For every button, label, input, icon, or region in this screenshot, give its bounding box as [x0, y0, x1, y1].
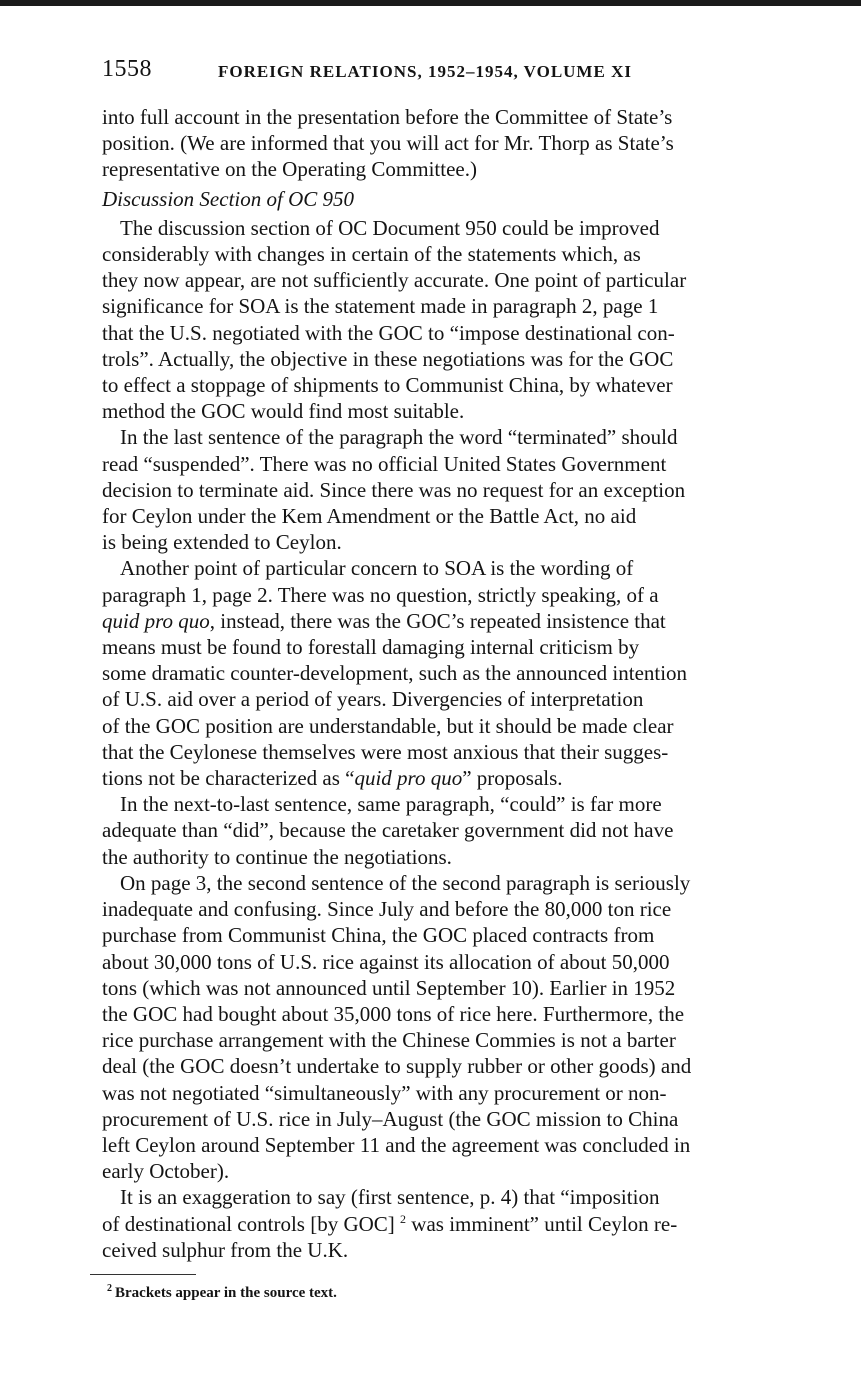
text-line: paragraph 1, page 2. There was no question, strictly speaking, of a — [102, 582, 659, 607]
text-line: position. (We are informed that you will act for Mr. Thorp as State’s — [102, 131, 674, 156]
text-line: means must be found to forestall damaging internal criticism by — [102, 635, 640, 660]
paragraph-exaggeration — [102, 1184, 783, 1263]
text-line: decision to terminate aid. Since there was no request for an exception — [102, 477, 686, 502]
text-line: In the last sentence of the paragraph the word “terminated” should — [120, 425, 678, 450]
page-header — [102, 54, 782, 94]
running-title: FOREIGN RELATIONS, 1952–1954, VOLUME XI — [218, 62, 632, 81]
text-line — [102, 1211, 783, 1237]
text-line — [102, 765, 783, 791]
footnote-marker: 2 — [107, 1283, 112, 1294]
text-line: they now appear, are not sufficiently accurate. One point of particular — [102, 268, 687, 293]
paragraph-page-3 — [102, 870, 783, 1184]
text-line: significance for SOA is the statement made in paragraph 2, page 1 — [102, 294, 659, 319]
text-line: some dramatic counter-development, such as the announced intention — [102, 661, 688, 686]
text-line: purchase from Communist China, the GOC placed contracts from — [102, 923, 655, 948]
text-line: was not negotiated “simultaneously” with any procurement or non- — [102, 1080, 667, 1105]
text-line: inadequate and confusing. Since July and before the 80,000 ton rice — [102, 897, 672, 922]
text-line: The discussion section of OC Document 950 could be improved — [120, 215, 660, 240]
paragraph-continuation — [102, 104, 783, 183]
page-number: 1558 — [102, 56, 152, 82]
footnote-reference: 2 — [400, 1211, 407, 1226]
text-line: In the next-to-last sentence, same paragraph, “could” is far more — [120, 792, 662, 817]
text-line: read “suspended”. There was no official United States Government — [102, 451, 667, 476]
italic-phrase: quid pro quo — [354, 766, 463, 791]
text-line: for Ceylon under the Kem Amendment or the Battle Act, no aid — [102, 504, 637, 529]
text-line: left Ceylon around September 11 and the agreement was concluded in — [102, 1132, 691, 1157]
paragraph-terminated — [102, 424, 783, 555]
section-heading: Discussion Section of OC 950 — [102, 186, 354, 211]
text-line: of the GOC position are understandable, but it should be made clear — [102, 713, 674, 738]
paragraph-discussion — [102, 215, 783, 425]
text-line: representative on the Operating Committee.) — [102, 157, 477, 182]
text-line: of U.S. aid over a period of years. Divergencies of interpretation — [102, 687, 644, 712]
text-fragment: of destinational controls [by GOC] — [102, 1211, 395, 1236]
text-line: to effect a stoppage of shipments to Communist China, by whatever — [102, 373, 673, 398]
text-fragment: was imminent” until Ceylon re- — [411, 1211, 678, 1236]
text-line: is being extended to Ceylon. — [102, 530, 342, 555]
text-line: that the U.S. negotiated with the GOC to “impose destinational con- — [102, 320, 675, 345]
italic-phrase: quid pro quo — [102, 608, 210, 633]
paragraph-next-to-last — [102, 791, 783, 870]
text-fragment: , instead, there was the GOC’s repeated insistence that — [209, 608, 666, 633]
text-line: early October). — [102, 1159, 230, 1184]
text-line: about 30,000 tons of U.S. rice against its allocation of about 50,000 — [102, 949, 670, 974]
text-line: method the GOC would find most suitable. — [102, 399, 465, 424]
text-line: ceived sulphur from the U.K. — [102, 1237, 349, 1262]
text-line: deal (the GOC doesn’t undertake to supply rubber or other goods) and — [102, 1054, 692, 1079]
text-line: the authority to continue the negotiations. — [102, 844, 452, 869]
footnote-divider — [90, 1274, 196, 1275]
text-line: adequate than “did”, because the caretaker government did not have — [102, 818, 674, 843]
text-line: tons (which was not announced until September 10). Earlier in 1952 — [102, 975, 676, 1000]
text-line: It is an exaggeration to say (first sentence, p. 4) that “imposition — [120, 1185, 660, 1210]
body-text — [102, 104, 783, 1263]
footnote-text: Brackets appear in the source text. — [115, 1285, 337, 1301]
text-fragment: ” proposals. — [462, 766, 563, 791]
footnote — [107, 1283, 337, 1302]
text-line: procurement of U.S. rice in July–August (the GOC mission to China — [102, 1106, 679, 1131]
text-line: into full account in the presentation before the Committee of State’s — [102, 105, 673, 129]
top-border-rule — [0, 0, 861, 6]
text-line: the GOC had bought about 35,000 tons of rice here. Furthermore, the — [102, 1001, 685, 1026]
text-fragment: tions not be characterized as “ — [102, 766, 355, 791]
text-line: rice purchase arrangement with the Chinese Commies is not a barter — [102, 1028, 676, 1053]
text-line: On page 3, the second sentence of the second paragraph is seriously — [120, 870, 691, 895]
paragraph-quid-pro-quo — [102, 555, 783, 791]
text-line: trols”. Actually, the objective in these negotiations was for the GOC — [102, 346, 674, 371]
text-line — [102, 608, 783, 634]
text-line: considerably with changes in certain of the statements which, as — [102, 242, 641, 267]
text-line: Another point of particular concern to SOA is the wording of — [120, 556, 634, 581]
text-line: that the Ceylonese themselves were most anxious that their sugges- — [102, 739, 669, 764]
